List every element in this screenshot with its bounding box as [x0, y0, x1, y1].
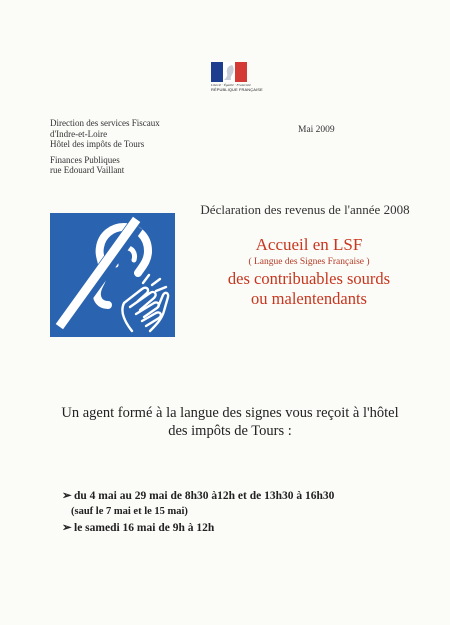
admin-line: Hôtel des impôts de Tours: [50, 139, 145, 149]
lsf-line: ou malentendants: [251, 289, 367, 308]
lsf-title: Accueil en LSF: [255, 235, 363, 254]
schedule-item-text: le samedi 16 mai de 9h à 12h: [74, 522, 215, 534]
lsf-line: des contribuables sourds: [227, 269, 391, 288]
republique-francaise-logo: [211, 62, 263, 92]
schedule-item: [62, 488, 334, 504]
schedule-item: [62, 520, 334, 536]
agent-line: des impôts de Tours :: [168, 423, 292, 439]
admin-line: Finances Publiques: [50, 154, 120, 165]
administration-address: [50, 118, 160, 176]
agent-announcement: [30, 404, 430, 440]
admin-line: rue Edouard Vaillant: [50, 165, 125, 175]
arrow-bullet-icon: ➢: [62, 522, 72, 534]
lsf-subtitle: ( Langue des Signes Française ): [248, 257, 370, 267]
schedule-note: (sauf le 7 mai et le 15 mai): [71, 506, 188, 517]
agent-line: Un agent formé à la langue des signes vous reçoit à l'hôtel: [61, 405, 399, 421]
marianne-flag-icon: [211, 62, 247, 82]
lsf-heading: [194, 235, 424, 309]
document-date: Mai 2009: [298, 125, 335, 135]
deaf-sign-language-icon: [50, 213, 175, 337]
schedule-item-text: du 4 mai au 29 mai de 8h30 à12h et de 13h30 à 16h30: [74, 490, 335, 502]
schedule-list: [62, 488, 334, 536]
logo-motto: Liberté · Égalité · Fraternité: [211, 83, 251, 87]
arrow-bullet-icon: ➢: [62, 490, 72, 502]
declaration-title: Déclaration des revenus de l'année 2008: [200, 202, 410, 217]
admin-line: Direction des services Fiscaux: [50, 118, 160, 128]
logo-republic-text: RÉPUBLIQUE FRANÇAISE: [211, 87, 263, 92]
admin-line: d'Indre-et-Loire: [50, 128, 108, 139]
